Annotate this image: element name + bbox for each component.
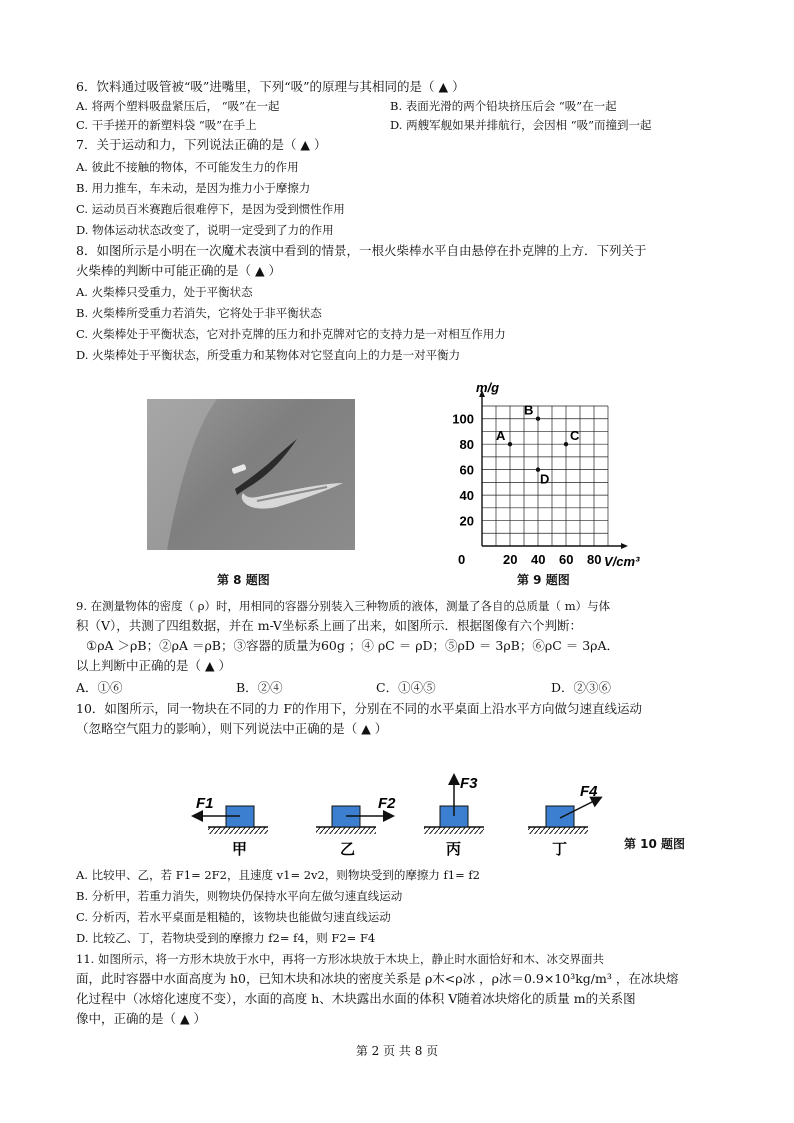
force-label-f3: F3 [460,775,478,792]
x-tick-label: 20 [503,552,518,567]
q8-option-a: A. 火柴棒只受重力，处于平衡状态 [76,285,253,299]
q6-option-b: B. 表面光滑的两个铅块挤压后会 “吸”在一起 [390,99,617,113]
q8-option-c: C. 火柴棒处于平衡状态，它对扑克牌的压力和扑克牌对它的支持力是一对相互作用力 [76,327,506,341]
q9-option-a: A．①⑥ [76,680,123,695]
q8-stem-line2: 火柴棒的判断中可能正确的是（ ▲ ） [76,263,282,278]
force-label-f4: F4 [580,783,598,800]
data-point-b [536,417,540,421]
q10-option-c: C. 分析丙，若水平桌面是粗糙的，该物块也能做匀速直线运动 [76,910,391,924]
q10-line2: （忽略空气阻力的影响），则下列说法中正确的是（ ▲ ） [76,721,388,736]
q8-option-b: B. 火柴棒所受重力若消失，它将处于非平衡状态 [76,306,322,320]
data-point-a [508,442,512,446]
force-label-f2: F2 [378,795,396,812]
q10-option-a: A. 比较甲、乙，若 F1= 2F2，且速度 v1= 2v2，则物块受到的摩擦力 f1= f2 [76,868,480,882]
fig10-case-jia [194,795,268,858]
data-point-c [564,442,568,446]
x-axis-label: V/cm³ [604,554,640,569]
q7-stem: 7．关于运动和力，下列说法正确的是（ ▲ ） [76,137,327,152]
fig9-caption: 第 9 题图 [517,573,570,587]
q11-line4: 像中，正确的是（ ▲ ） [76,1011,207,1026]
q9-option-d: D．②③⑥ [551,680,612,695]
y-tick-label: 100 [452,411,474,427]
case-label-bing: 丙 [446,840,462,858]
q6-option-c: C. 干手搓开的新塑料袋 “吸”在手上 [76,118,257,132]
q9-line4: 以上判断中正确的是（ ▲ ） [76,658,232,673]
fig10-caption: 第 10 题图 [624,837,686,851]
x-axis-arrow [621,543,628,549]
data-point-label-d: D [540,471,550,487]
fig8-caption: 第 8 题图 [217,573,270,587]
case-label-ding: 丁 [552,840,568,858]
x-tick-label: 0 [458,552,466,567]
y-tick-label: 80 [459,437,474,453]
q7-option-d: D. 物体运动状态改变了，说明一定受到了力的作用 [76,223,334,237]
q7-option-c: C. 运动员百米赛跑后很难停下，是因为受到惯性作用 [76,202,345,216]
case-label-jia: 甲 [232,840,248,858]
q11-line2: 面，此时容器中水面高度为 h0，已知木块和冰块的密度关系是 ρ木<ρ冰 ，ρ冰＝0.9×10³kg/m³ ，在冰块熔 [76,971,679,986]
x-tick-label: 80 [587,552,602,567]
fig10-diagram [188,770,628,860]
q7-option-a: A. 彼此不接触的物体，不可能发生力的作用 [76,160,299,174]
q6-option-d: D. 两艘军舰如果并排航行，会因相 “吸”而撞到一起 [390,118,652,132]
q6-option-a: A. 将两个塑料吸盘紧压后， “吸”在一起 [76,99,280,113]
y-axis-label: m/g [476,380,500,395]
q6-stem: 6．饮料通过吸管被“吸”进嘴里，下列“吸”的原理与其相同的是（ ▲ ） [76,79,465,94]
fig10-case-ding [528,783,600,858]
q9-line2: 积（V），共测了四组数据，并在 m-V坐标系上画了出来，如图所示．根据图像有六个判断： [76,618,582,633]
data-point-label-a: A [496,428,506,444]
q9-option-c: C．①④⑤ [376,680,436,695]
q9-line3: ①ρA ＞ρB；②ρA ＝ρB；③容器的质量为60g ；④ ρC ＝ ρD；⑤ρD ＝ 3ρB；⑥ρC ＝ 3ρA． [86,638,620,653]
q9-line1: 9. 在测量物体的密度（ ρ）时，用相同的容器分别装入三种物质的液体，测量了各自的总质量（ m）与体 [76,599,611,613]
force-label-f1: F1 [196,795,214,812]
data-point-label-b: B [524,402,534,418]
x-tick-label: 60 [559,552,574,567]
y-tick-label: 40 [459,488,474,504]
fig10-case-yi [316,795,396,858]
y-tick-label: 20 [459,513,474,529]
q8-stem-line1: 8．如图所示是小明在一次魔术表演中看到的情景，一根火柴棒水平自由悬停在扑克牌的上方．下列关于 [76,243,647,258]
q7-option-b: B. 用力推车，车未动，是因为推力小于摩擦力 [76,181,311,195]
page-footer: 第 2 页 共 8 页 [355,1044,439,1058]
q10-option-d: D. 比较乙、丁，若物块受到的摩擦力 f2= f4，则 F2= F4 [76,931,376,945]
y-tick-label: 60 [459,462,474,478]
fig9-mv-chart [440,380,650,570]
q10-option-b: B. 分析甲，若重力消失，则物块仍保持水平向左做匀速直线运动 [76,889,403,903]
q11-line3: 化过程中（冰熔化速度不变），水面的高度 h、木块露出水面的体积 V随着冰块熔化的质量 m的关系图 [76,991,636,1006]
q11-line1: 11. 如图所示，将一方形木块放于水中，再将一方形冰块放于木块上，静止时水面恰好和木、冰交界面共 [76,952,604,966]
fig10-case-bing [424,775,484,858]
case-label-yi: 乙 [340,840,356,858]
fig8-photo [147,399,355,550]
x-tick-label: 40 [531,552,546,567]
q9-option-b: B．②④ [236,680,283,695]
data-point-label-c: C [570,428,580,444]
q10-line1: 10．如图所示，同一物块在不同的力 F的作用下，分别在不同的水平桌面上沿水平方向做匀速直线运动 [76,701,643,716]
q8-option-d: D. 火柴棒处于平衡状态，所受重力和某物体对它竖直向上的力是一对平衡力 [76,348,461,362]
